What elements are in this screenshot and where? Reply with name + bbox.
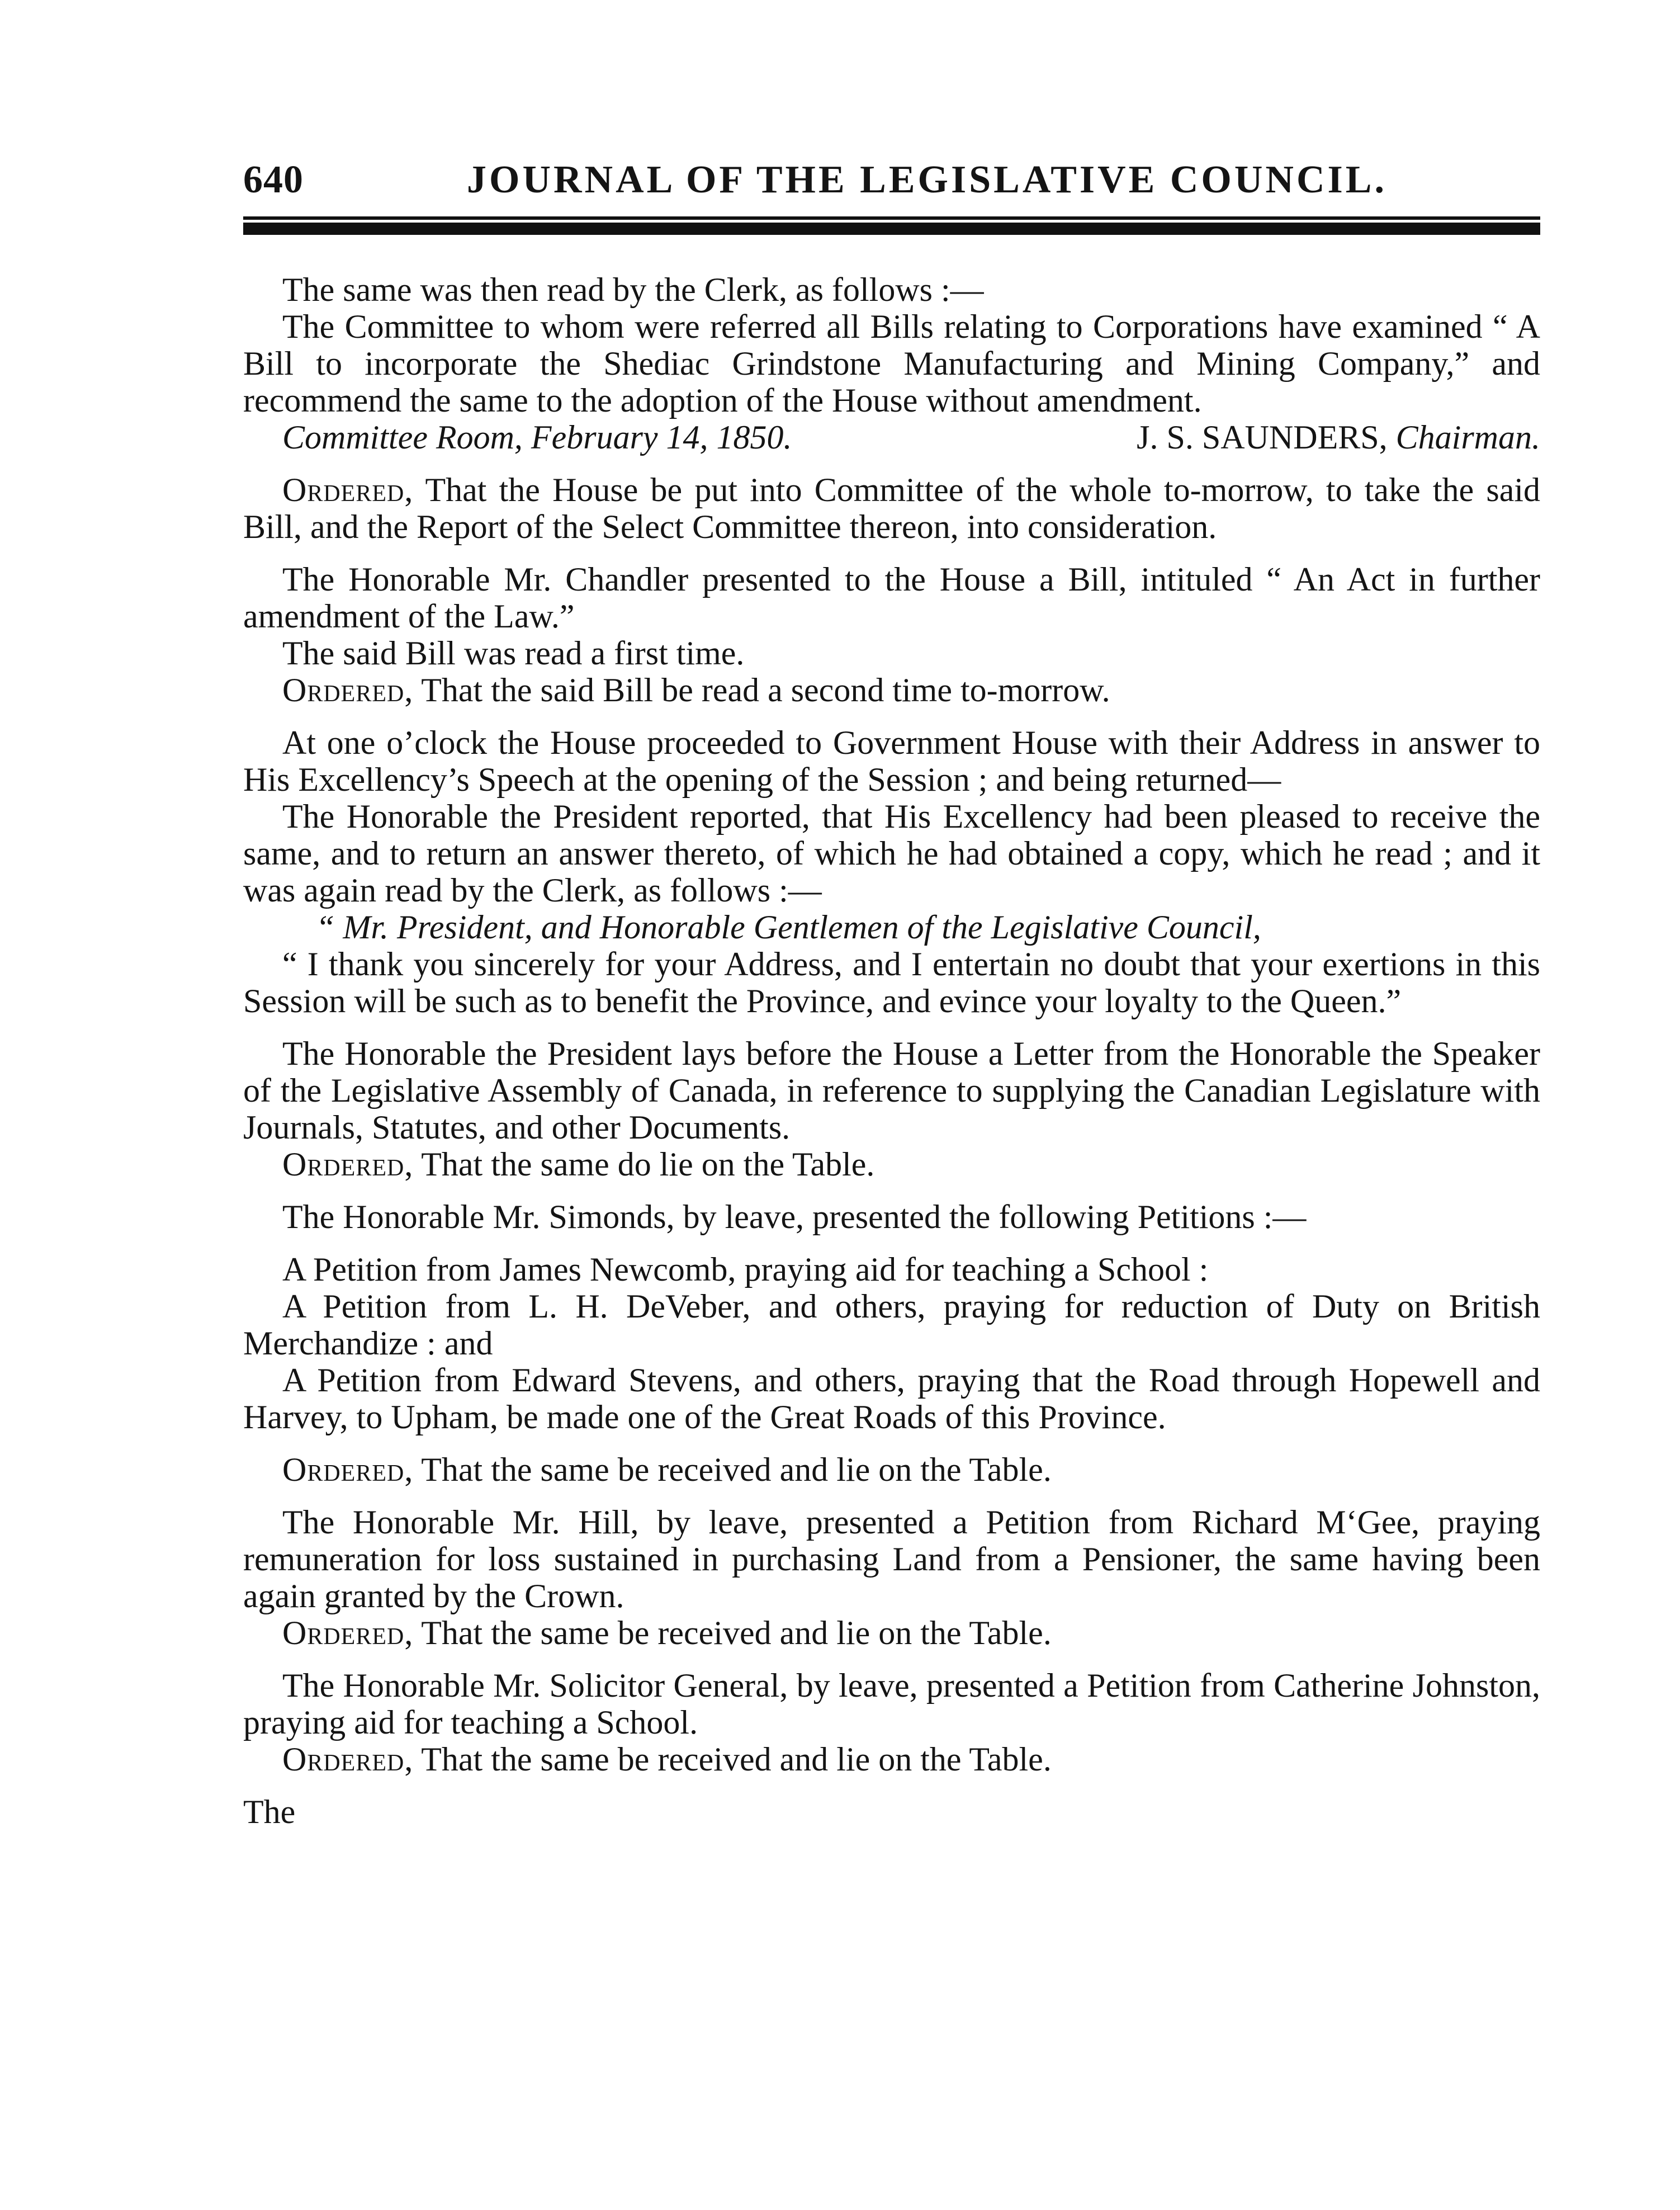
paragraph-ordered-second-reading xyxy=(243,672,1540,709)
paragraph-ordered-received-1 xyxy=(243,1451,1540,1488)
paragraph-ordered-received-2 xyxy=(243,1614,1540,1651)
paragraph-chandler-bill: The Honorable Mr. Chandler presented to the House a Bill, intituled “ An Act in further amendment of the Law.” xyxy=(243,561,1540,635)
ordered-label: Ordered, xyxy=(282,1146,414,1183)
ordered-label: Ordered, xyxy=(282,1741,414,1778)
page-body xyxy=(243,271,1540,1830)
petition-stevens: A Petition from Edward Stevens, and others, praying that the Road through Hopewell and Harvey, to Upham, be made one of the Great Roads of this Province. xyxy=(243,1362,1540,1435)
paragraph-simonds-petitions: The Honorable Mr. Simonds, by leave, presented the following Petitions :— xyxy=(282,1198,1307,1235)
dateline-signature xyxy=(1137,419,1540,456)
paragraph-clerk-reading: The same was then read by the Clerk, as follows :— xyxy=(282,271,984,308)
catchword: The xyxy=(243,1793,296,1830)
ordered-label: Ordered, xyxy=(282,1451,414,1488)
journal-page xyxy=(243,151,1541,1830)
paragraph-ordered-table xyxy=(243,1146,1540,1183)
ordered-text: That the same be received and lie on the Table. xyxy=(421,1451,1052,1488)
ordered-label: Ordered, xyxy=(282,471,414,508)
paragraph-solicitor-petition: The Honorable Mr. Solicitor General, by leave, presented a Petition from Catherine Johnston, praying aid for teaching a School. xyxy=(243,1667,1540,1741)
ordered-text: That the same be received and lie on the Table. xyxy=(421,1741,1052,1778)
paragraph-ordered-committee xyxy=(243,471,1540,545)
paragraph-committee-report: The Committee to whom were referred all Bills relating to Corporations have examined “ A Bill to incorporate the Shediac Grindstone Manufacturing and Mining Company,” and recommend the same to the adoption of the House without amendment. xyxy=(243,308,1540,419)
page-header xyxy=(243,151,1540,212)
ordered-text: That the same be received and lie on the Table. xyxy=(421,1614,1052,1651)
petition-deveber: A Petition from L. H. DeVeber, and others, praying for reduction of Duty on British Merchandize : and xyxy=(243,1288,1540,1362)
header-rule-thick xyxy=(243,223,1540,235)
paragraph-first-reading: The said Bill was read a first time. xyxy=(282,635,745,672)
ordered-label: Ordered, xyxy=(282,1614,414,1651)
chairman-name: J. S. SAUNDERS, xyxy=(1137,419,1388,456)
paragraph-excellency-answer: “ I thank you sincerely for your Address, and I entertain no doubt that your exertions in this Session will be such as to benefit the Province, and evince your loyalty to the Queen.” xyxy=(243,946,1540,1019)
running-title: JOURNAL OF THE LEGISLATIVE COUNCIL. xyxy=(467,158,1387,201)
header-rule-thin xyxy=(243,216,1540,220)
report-dateline xyxy=(243,419,1540,456)
ordered-text: That the same do lie on the Table. xyxy=(421,1146,875,1183)
dateline-place-date: Committee Room, February 14, 1850. xyxy=(282,419,792,456)
paragraph-canada-letter: The Honorable the President lays before the House a Letter from the Honorable the Speaker of the Legislative Assembly of Canada, in reference to supplying the Canadian Legislature with Journals, Statutes, and other Documents. xyxy=(243,1035,1540,1146)
paragraph-hill-petition: The Honorable Mr. Hill, by leave, presented a Petition from Richard M‘Gee, praying remuneration for loss sustained in purchasing Land from a Pensioner, the same having been again granted by the Crown. xyxy=(243,1504,1540,1614)
answer-salutation: “ Mr. President, and Honorable Gentlemen of the Legislative Council, xyxy=(316,909,1261,946)
ordered-text: That the House be put into Committee of the whole to-morrow, to take the said Bill, and the Report of the Select Committee thereon, into consideration. xyxy=(243,471,1541,545)
chairman-title: Chairman. xyxy=(1395,419,1540,456)
petition-newcomb: A Petition from James Newcomb, praying aid for teaching a School : xyxy=(282,1251,1209,1288)
ordered-text: That the said Bill be read a second time to-morrow. xyxy=(421,672,1110,709)
paragraph-president-reported: The Honorable the President reported, that His Excellency had been pleased to receive the same, and to return an answer thereto, of which he had obtained a copy, which he read ; and it was again read by the Clerk, as follows :— xyxy=(243,798,1540,909)
paragraph-ordered-received-3 xyxy=(243,1741,1540,1778)
page-number: 640 xyxy=(243,158,304,201)
paragraph-government-house: At one o’clock the House proceeded to Government House with their Address in answer to His Excellency’s Speech at the opening of the Session ; and being returned— xyxy=(243,724,1540,798)
ordered-label: Ordered, xyxy=(282,672,414,709)
